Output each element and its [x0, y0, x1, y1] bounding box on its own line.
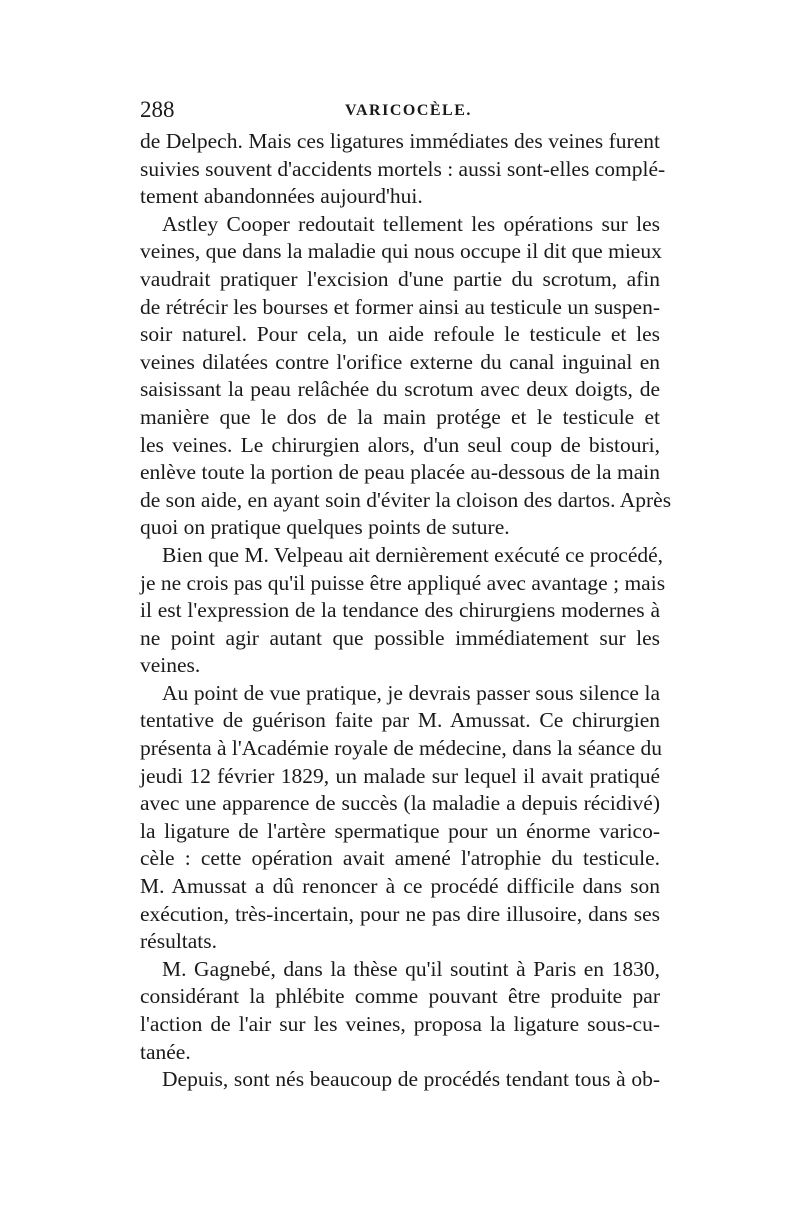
text-line: Astley Cooper redoutait tellement les opérations sur les	[162, 211, 660, 236]
page-number: 288	[140, 97, 175, 122]
text-line: cèle : cette opération avait amené l'atrophie du testicule.	[140, 846, 660, 871]
text-line: soir naturel. Pour cela, un aide refoule le testicule et les	[140, 322, 660, 347]
text-line: de rétrécir les bourses et former ainsi au testicule un suspen-	[140, 294, 660, 319]
text-line: exécution, très-incertain, pour ne pas dire illusoire, dans ses	[140, 901, 660, 926]
text-line: vaudrait pratiquer l'excision d'une partie du scrotum, afin	[140, 266, 660, 291]
body-text	[140, 128, 672, 1094]
text-line: tanée.	[140, 1039, 191, 1064]
running-head	[140, 95, 660, 125]
running-title: VARICOCÈLE.	[345, 102, 472, 119]
text-line: avec une apparence de succès (la maladie a depuis récidivé)	[140, 791, 660, 816]
text-line: M. Gagnebé, dans la thèse qu'il soutint à Paris en 1830,	[162, 956, 660, 981]
text-line: de son aide, en ayant soin d'éviter la cloison des dartos. Après	[140, 487, 672, 512]
text-line: enlève toute la portion de peau placée au-dessous de la main	[140, 460, 660, 485]
text-line: je ne crois pas qu'il puisse être appliqué avec avantage ; mais	[140, 570, 666, 595]
text-line: les veines. Le chirurgien alors, d'un seul coup de bistouri,	[140, 432, 660, 457]
text-line: résultats.	[140, 929, 218, 954]
text-line: M. Amussat a dû renoncer à ce procédé difficile dans son	[140, 874, 660, 899]
text-line: veines, que dans la maladie qui nous occupe il dit que mieux	[140, 239, 662, 264]
text-line: Depuis, sont nés beaucoup de procédés tendant tous à ob-	[162, 1067, 660, 1092]
text-line: manière que le dos de la main protége et le testicule et	[140, 404, 660, 429]
text-line: de Delpech. Mais ces ligatures immédiates des veines furent	[140, 129, 660, 153]
text-line: tentative de guérison faite par M. Amussat. Ce chirurgien	[140, 708, 660, 733]
text-line: présenta à l'Académie royale de médecine, dans la séance du	[140, 736, 663, 761]
text-line: tement abandonnées aujourd'hui.	[140, 184, 423, 209]
text-line: suivies souvent d'accidents mortels : aussi sont-elles complé-	[140, 156, 666, 181]
text-line: jeudi 12 février 1829, un malade sur lequel il avait pratiqué	[140, 763, 660, 788]
text-line: il est l'expression de la tendance des chirurgiens modernes à	[140, 598, 660, 623]
text-line: ne point agir autant que possible immédiatement sur les	[140, 625, 660, 650]
text-line: Bien que M. Velpeau ait dernièrement exécuté ce procédé,	[162, 542, 664, 567]
text-line: quoi on pratique quelques points de suture.	[140, 515, 510, 540]
text-line: l'action de l'air sur les veines, proposa la ligature sous-cu-	[140, 1012, 660, 1036]
text-line: veines.	[140, 653, 201, 678]
text-line: Au point de vue pratique, je devrais passer sous silence la	[162, 680, 660, 705]
text-line: veines dilatées contre l'orifice externe du canal inguinal en	[140, 349, 660, 374]
text-line: saisissant la peau relâchée du scrotum avec deux doigts, de	[140, 377, 660, 402]
text-line: la ligature de l'artère spermatique pour un énorme varico-	[140, 818, 660, 843]
text-line: considérant la phlébite comme pouvant être produite par	[140, 984, 660, 1009]
